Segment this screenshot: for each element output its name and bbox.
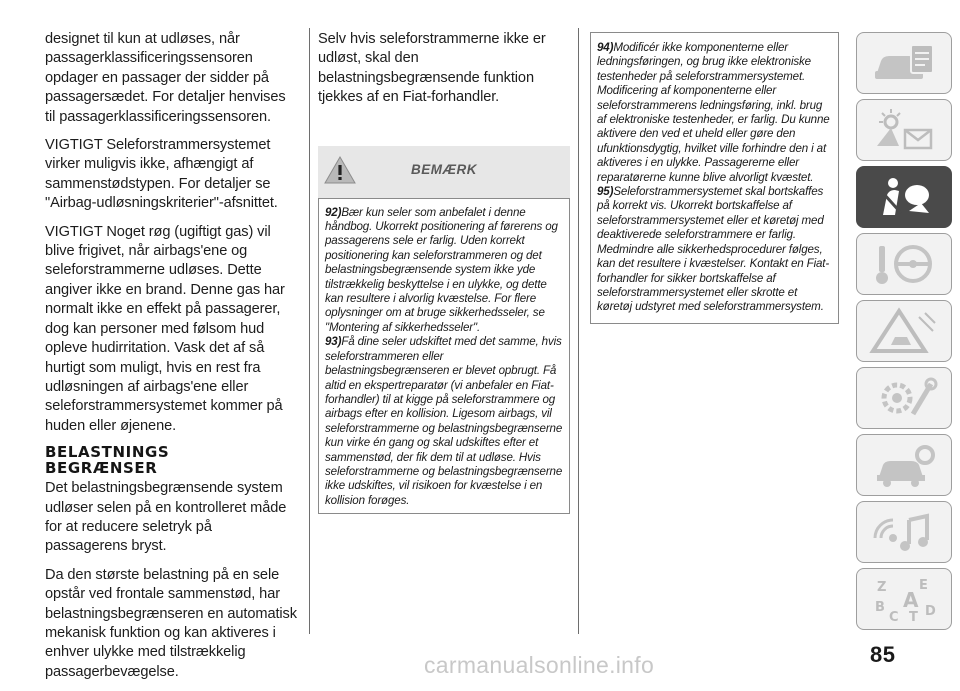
index-alphabet-icon: [869, 575, 939, 623]
car-info-icon: [869, 39, 939, 87]
note-number: 94): [597, 41, 614, 54]
index-letter: T: [909, 610, 918, 623]
section-title-line-2: BEGRÆNSER: [45, 458, 158, 477]
section-title: [45, 445, 297, 476]
tab-safety[interactable]: [856, 166, 952, 228]
text-column-3: [590, 32, 839, 324]
index-letter: A: [903, 588, 919, 612]
column-divider-right: [578, 28, 579, 634]
text-column-1: [45, 30, 297, 691]
paragraph: VIGTIGT Seleforstrammersystemet virker muligvis ikke, afhængigt af sammenstødstypen. For detaljer se "Airbag-udløsningskriterier"-afsnittet.: [45, 137, 278, 212]
warning-triangle-car-icon: [869, 307, 939, 355]
tab-index[interactable]: [856, 568, 952, 630]
index-letter: B: [875, 600, 885, 615]
index-letter: D: [925, 604, 936, 619]
note-item: [325, 206, 565, 336]
index-letter: C: [889, 610, 899, 623]
note-item: [325, 335, 565, 508]
note-number: 92): [325, 205, 342, 219]
tab-maintenance[interactable]: [856, 367, 952, 429]
technical-data-icon: [869, 441, 939, 489]
note-box: [590, 32, 839, 324]
multimedia-icon: [869, 508, 939, 556]
column-divider-left: [309, 28, 310, 634]
page-number: 85: [870, 642, 896, 667]
tab-dashboard-lights[interactable]: [856, 99, 952, 161]
section-title-line-1: BELASTNINGS: [45, 443, 170, 462]
paragraph: Det belastningsbegrænsende system udløser selen på en kontrolleret måde for at reducere seletryk på passagerens bryst.: [45, 480, 287, 555]
paragraph: Selv hvis seleforstrammerne ikke er udløst, skal den belastningsbegrænsende funktion tjekkes af en Fiat-forhandler.: [318, 31, 546, 106]
note-text: Få dine seler udskiftet med det samme, hvis seleforstrammeren eller belastningsbegrænseren er blevet opbrugt. Få altid en ekspertreparatør (vi anbefaler en Fiat-forhandler) til at kigge på seleforstrammere og airbags efter en kollision. Ligesom airbags, vil seleforstrammerne og belastningsbegrænserne kun virke én gang og skal udskiftes efter et sammenstød, der fik dem til at udløse. Hvis seleforstrammerne og belastningsbegrænserne ikke udskiftes, vil risikoen for kvæstelse i en kollision forøges.: [325, 335, 563, 507]
dashboard-lights-icon: [869, 106, 939, 154]
note-item: [597, 185, 834, 315]
note-number: 95): [597, 185, 614, 199]
paragraph: Da den største belastning på en sele opstår ved frontale sammenstød, har belastningsbegrænseren en automatisk mekanisk funktion og kan aktiveres i enhver ulykke med tilstrækkelig passagerbevægelse.: [45, 566, 297, 680]
index-letter: E: [919, 578, 928, 593]
tab-car-info[interactable]: [856, 32, 952, 94]
note-text: Seleforstrammersystemet skal bortskaffes på korrekt vis. Ukorrekt bortskaffelse af seleforstrammersystemet eller et køretøj med deaktiverede seleforstrammere er farlig. Medmindre alle sikkerhedsprocedurer følges, kan det resultere i kvæstelser. Kontakt en Fiat-forhandler for sikker bortskaffelse af seleforstrammersystemet eller skrotte et køretøj udstyret med seleforstrammersystem.: [597, 185, 830, 314]
note-number: 93): [325, 335, 342, 349]
note-text: Bær kun seler som anbefalet i denne håndbog. Ukorrekt positionering af førerens og passagerens sele er farlig. Uden korrekt positionering kan seleforstrammeren og det belastningsbegrænsende system ikke yde tilstrækkelig beskyttelse i en ulykke, og dette kan resultere i alvorlig kvæstelse. For flere oplysninger om at bruge sikkerhedsseler, se "Montering af sikkerhedsseler".: [325, 205, 558, 334]
watermark-text: carmanualsonline.info: [424, 652, 655, 678]
index-letter: Z: [877, 580, 887, 595]
tab-starting-driving[interactable]: [856, 233, 952, 295]
chapter-tabs: [856, 32, 952, 635]
note-box: [318, 199, 570, 515]
service-tools-icon: [869, 374, 939, 422]
seatbelt-airbag-icon: [869, 173, 939, 221]
note-text: Modificér ikke komponenterne eller ledningsføringen, og brug ikke elektroniske testenheder på seleforstrammersystemet. Modificering af komponenterne eller seleforstrammerens ledningsføring, inkl. brug af elektroniske testenheder, er farlig. Du kunne aktivere den ved et uheld eller gøre den ufunktionsdygtig, hvilket ville forhindre den i at aktiveres i en ulykke. Passagererne eller reparatørerne kunne blive alvorligt kvæstet.: [597, 41, 830, 184]
note-item: [597, 41, 834, 185]
note-header: [318, 146, 570, 199]
tab-technical-data[interactable]: [856, 434, 952, 496]
tab-multimedia[interactable]: [856, 501, 952, 563]
note-title: BEMÆRK: [411, 161, 477, 177]
tab-emergency[interactable]: [856, 300, 952, 362]
text-column-2: [318, 30, 570, 514]
key-steering-wheel-icon: [869, 240, 939, 288]
paragraph: designet til kun at udløses, når passagerklassificeringssensoren opdager en passager der sidder på passagersædet. For detaljer henvises til passagerklassificeringssensoren.: [45, 31, 286, 125]
paragraph: VIGTIGT Noget røg (ugiftigt gas) vil blive frigivet, når airbags'ene og seleforstrammerne udløses. Dette angiver ikke en brand. Denne gas har normalt ikke en effekt på passagerer, dog kan personer med følsom hud opleve hudirritation. Vask det af så hurtigt som muligt, hvis en rest fra udløsningen af airbags'ene eller seleforstrammersystemet kommer på huden eller øjenene.: [45, 223, 285, 434]
